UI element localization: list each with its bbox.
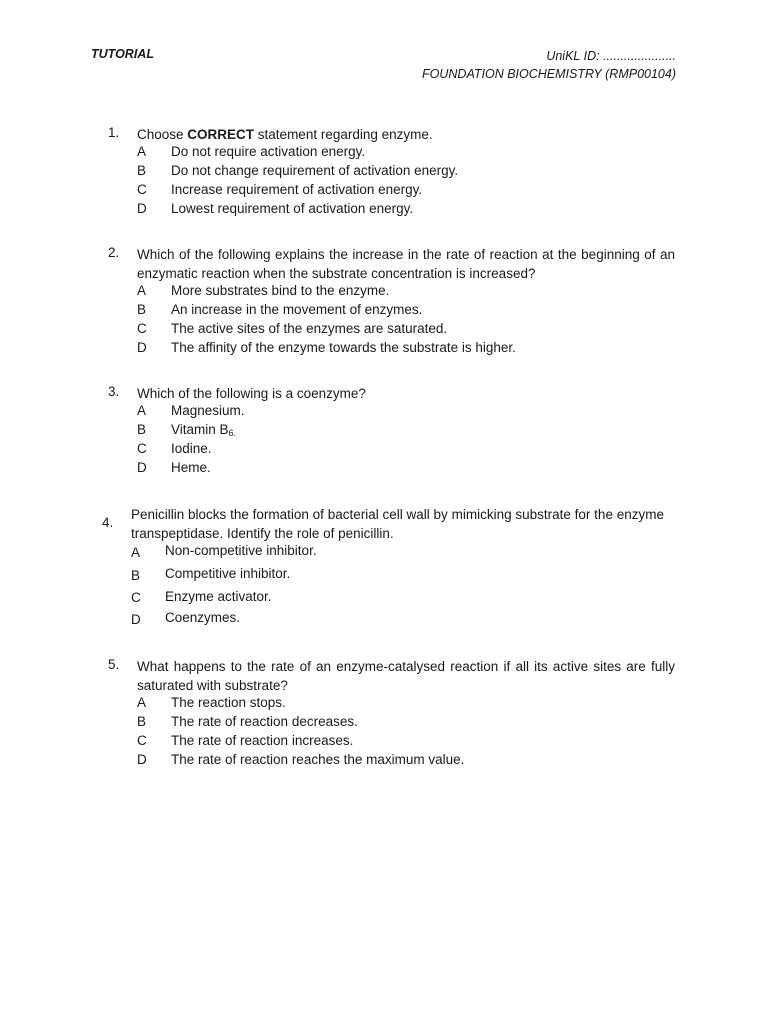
tutorial-label: TUTORIAL [91,47,154,61]
option-text: The rate of reaction reaches the maximum value. [171,752,465,767]
option-letter: A [137,144,147,159]
option-letter: B [131,568,141,583]
option-text: An increase in the movement of enzymes. [171,302,423,317]
option-letter: B [137,163,147,178]
question-text-part: Choose [137,127,188,142]
option-text: Heme. [171,460,211,475]
option-text: The rate of reaction decreases. [171,714,358,729]
option-letter: D [137,752,147,767]
question-number: 1. [108,125,120,140]
option-text: Competitive inhibitor. [165,566,291,581]
option-letter: B [137,714,147,729]
option-letter: A [137,283,147,298]
question-text: Which of the following is a coenzyme? [137,386,366,401]
option-letter: C [137,441,147,456]
question-number: 4. [102,515,114,530]
option-letter: C [131,590,141,605]
option-text: The active sites of the enzymes are saturated. [171,321,448,336]
question-number: 2. [108,245,120,260]
question-text [137,125,675,144]
question-text: What happens to the rate of an enzyme-catalysed reaction if all its active sites are fully saturated with substrate? [137,659,675,693]
option-text: The reaction stops. [171,695,286,710]
option-letter: D [137,340,147,355]
option-text: Enzyme activator. [165,589,272,604]
option-text-main: Vitamin B [171,422,229,437]
option-letter: A [131,545,141,560]
option-letter: C [137,182,147,197]
question-number: 5. [108,657,120,672]
option-text: Iodine. [171,441,212,456]
subscript: 6. [228,428,237,438]
question-text: Penicillin blocks the formation of bacterial cell wall by mimicking substrate for the enzyme transpeptidase. Identify the role of penicillin. [131,507,664,541]
question-text-part: statement regarding enzyme. [254,127,433,142]
header-info [422,47,676,83]
option-text: Do not change requirement of activation energy. [171,163,459,178]
option-letter: B [137,422,147,437]
option-text: The affinity of the enzyme towards the substrate is higher. [171,340,516,355]
option-text: Coenzymes. [165,610,241,625]
option-text: Increase requirement of activation energy. [171,182,423,197]
option-letter: A [137,403,147,418]
question-number: 3. [108,384,120,399]
option-letter: D [137,460,147,475]
question-text: Which of the following explains the increase in the rate of reaction at the beginning of an enzymatic reaction when the substrate concentration is increased? [137,247,675,281]
option-text: More substrates bind to the enzyme. [171,283,390,298]
option-text [171,422,236,437]
option-letter: A [137,695,147,710]
option-text: Non-competitive inhibitor. [165,543,317,558]
option-letter: B [137,302,147,317]
option-letter: D [131,612,141,627]
course-title: FOUNDATION BIOCHEMISTRY (RMP00104) [422,67,676,81]
option-letter: C [137,733,147,748]
option-text: Lowest requirement of activation energy. [171,201,414,216]
option-letter: C [137,321,147,336]
option-text: Do not require activation energy. [171,144,366,159]
emphasis-text: CORRECT [187,127,255,142]
option-letter: D [137,201,147,216]
option-text: Magnesium. [171,403,245,418]
unikl-id-line: UniKL ID: ..................... [546,49,676,63]
option-text: The rate of reaction increases. [171,733,354,748]
